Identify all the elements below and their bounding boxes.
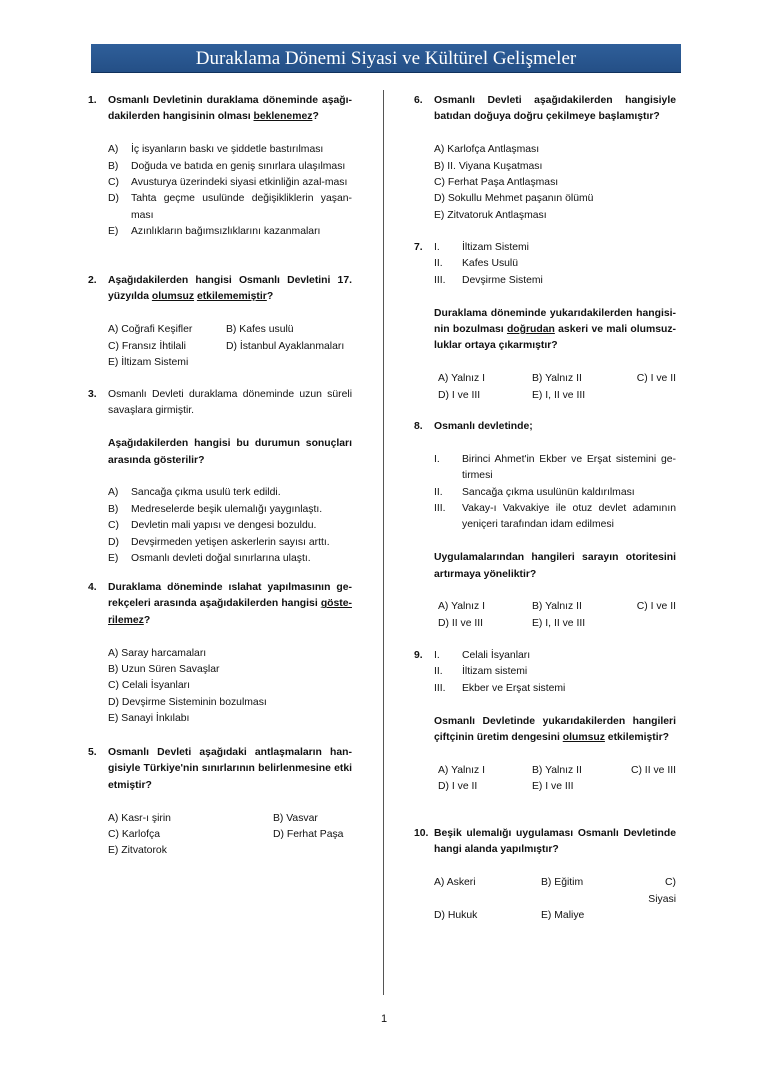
question-1	[88, 93, 352, 241]
option-b[interactable]: B) Eğitim	[541, 877, 584, 889]
question-text: Uygulamalarından hangileri sarayın otoritesini artırmaya yöneliktir?	[434, 552, 676, 580]
option-e[interactable]: E) Azınlıkların bağımsızlıklarını kazanmaları	[108, 226, 321, 238]
option-e[interactable]: E) Zitvatorok	[108, 845, 167, 857]
question-4	[88, 580, 352, 728]
option-e[interactable]: E) Zitvatoruk Antlaşması	[434, 209, 547, 221]
option-e[interactable]: E) I ve III	[532, 781, 574, 793]
option-b[interactable]: B) Vasvar	[273, 812, 318, 824]
option-c[interactable]: C) Devletin mali yapısı ve dengesi bozuldu.	[108, 520, 317, 532]
statement-i: I. Celali İsyanları	[434, 650, 531, 661]
options-grid	[434, 371, 676, 404]
option-d[interactable]: D) I ve III	[438, 389, 481, 401]
option-b[interactable]: B) Yalnız II	[532, 764, 582, 776]
question-3	[88, 387, 352, 567]
statement-ii: II. İltizam sistemi	[434, 666, 528, 678]
option-c[interactable]: C) Celali İsyanları	[108, 680, 190, 692]
question-text: Osmanlı Devleti aşağıdaki antlaşmaların han-gisiyle Türkiye'nin sınırlarının belirlenmesine etki etmiştir?	[108, 747, 352, 791]
column-divider	[383, 90, 384, 995]
question-5	[88, 745, 352, 860]
question-stem: Osmanlı Devleti duraklama döneminde uzun süreli savaşlara girmiştir.	[108, 389, 352, 417]
question-text: Duraklama döneminde yukarıdakilerden hangisi-nin bozulması doğrudan askeri ve mali olumsuz-luklar ortaya çıkarmıştır?	[434, 307, 676, 352]
option-d[interactable]: D) Sokullu Mehmet paşanın ölümü	[434, 193, 594, 205]
question-text: Osmanlı Devletinde yukarıdakilerden hangileri çiftçinin üretim dengesini olumsuz etkilemiştir?	[434, 715, 676, 744]
option-e[interactable]: E) I, II ve III	[532, 389, 586, 401]
option-b[interactable]: B) Uzun Süren Savaşlar	[108, 664, 220, 676]
question-number: 3.	[88, 389, 97, 400]
option-b[interactable]: B) Yalnız II	[532, 373, 582, 385]
question-2	[88, 273, 352, 371]
question-7	[414, 240, 676, 404]
statement-iii: III. Ekber ve Erşat sistemi	[434, 682, 566, 694]
option-c[interactable]: C) I ve II	[636, 373, 676, 385]
option-a[interactable]: A) Karlofça Antlaşması	[434, 144, 540, 156]
option-c[interactable]: C) Avusturya üzerindeki siyasi etkinliğin azal-ması	[108, 177, 348, 189]
option-c[interactable]: C) Fransız İhtilali	[108, 340, 186, 352]
option-d[interactable]: D) Hukuk	[434, 910, 478, 922]
question-text: Aşağıdakilerden hangisi Osmanlı Devletini 17. yüzyılda olumsuz etkilememiştir?	[108, 275, 352, 303]
question-number: 5.	[88, 747, 97, 758]
options-grid	[434, 763, 676, 796]
statement-ii: II. Kafes Usulü	[434, 258, 519, 270]
statement-i: I. Birinci Ahmet'in Ekber ve Erşat sistemini ge-tirmesi	[434, 453, 676, 482]
question-text: Duraklama döneminde ıslahat yapılmasının ge-rekçeleri arasında aşağıdakilerden hangisi göste-rilemez?	[108, 582, 352, 626]
statement-i: I. İltizam Sistemi	[434, 242, 529, 253]
option-e[interactable]: E) I, II ve III	[532, 617, 586, 629]
option-a[interactable]: A) Sancağa çıkma usulü terk edildi.	[108, 487, 281, 499]
question-9	[414, 648, 676, 796]
option-d[interactable]: D) Devşirmeden yetişen askerlerin sayısı arttı.	[108, 536, 330, 548]
question-number: 10.	[414, 828, 429, 839]
option-c[interactable]: C) Karlofça	[108, 829, 160, 841]
option-e[interactable]: E) Maliye	[541, 910, 585, 922]
option-d[interactable]: D) İstanbul Ayaklanmaları	[226, 340, 345, 352]
question-6	[414, 93, 676, 224]
option-c[interactable]: C) Ferhat Paşa Antlaşması	[434, 177, 559, 189]
option-d[interactable]: D) Ferhat Paşa	[273, 829, 344, 841]
option-e[interactable]: E) Sanayi İnkılabı	[108, 713, 190, 725]
option-a[interactable]: A) İç isyanların baskı ve şiddetle bastırılması	[108, 144, 324, 156]
question-text: Beşik ulemalığı uygulaması Osmanlı Devletinde hangi alanda yapılmıştır?	[434, 828, 676, 856]
options-grid	[108, 811, 352, 860]
option-a[interactable]: A) Askeri	[434, 877, 476, 889]
option-b[interactable]: B) II. Viyana Kuşatması	[434, 160, 543, 172]
statement-iii: III. Vakay-ı Vakvakiye ile otuz devlet adamının yeniçeri tarafından idam edilmesi	[434, 503, 676, 531]
question-8	[414, 419, 676, 632]
option-a[interactable]: A) Kasr-ı şirin	[108, 812, 171, 824]
option-a[interactable]: A) Saray harcamaları	[108, 647, 207, 659]
option-d[interactable]: D) I ve II	[438, 781, 478, 793]
question-number: 9.	[414, 650, 423, 661]
question-number: 7.	[414, 242, 423, 253]
option-b[interactable]: B) Medreselerde beşik ulemalığı yaygınlaştı.	[108, 503, 323, 515]
question-number: 1.	[88, 95, 97, 106]
option-d[interactable]: D) Tahta geçme usulünde değişikliklerin yaşan-ması	[108, 193, 352, 221]
statement-iii: III. Devşirme Sistemi	[434, 274, 543, 286]
question-stem: Osmanlı devletinde;	[434, 421, 533, 432]
option-e[interactable]: E) İltizam Sistemi	[108, 357, 189, 369]
question-text: Osmanlı Devleti aşağıdakilerden hangisiyle batıdan doğuya doğru çekilmeye başlamıştır?	[434, 95, 676, 123]
option-c[interactable]: C) II ve III	[630, 764, 676, 776]
question-number: 4.	[88, 582, 97, 593]
question-number: 8.	[414, 421, 423, 432]
page-title: Duraklama Dönemi Siyasi ve Kültürel Gelişmeler	[195, 48, 577, 69]
option-a[interactable]: A) Yalnız I	[438, 601, 485, 613]
option-c[interactable]: C) I ve II	[636, 601, 676, 613]
option-b[interactable]: B) Yalnız II	[532, 601, 582, 613]
option-c[interactable]: C) Siyasi	[648, 877, 676, 905]
option-b[interactable]: B) Doğuda ve batıda en geniş sınırlara ulaşılması	[108, 160, 346, 172]
question-text: Osmanlı Devletinin duraklama döneminde aşağı-dakilerden hangisinin olması beklenemez?	[108, 95, 352, 123]
question-number: 6.	[414, 95, 423, 106]
page-title-banner	[91, 44, 681, 73]
option-e[interactable]: E) Osmanlı devleti doğal sınırlarına ulaştı.	[108, 553, 311, 565]
options-grid	[108, 322, 352, 371]
option-a[interactable]: A) Yalnız I	[438, 764, 485, 776]
statement-ii: II. Sancağa çıkma usulünün kaldırılması	[434, 486, 635, 498]
option-b[interactable]: B) Kafes usulü	[226, 324, 294, 336]
question-text: Aşağıdakilerden hangisi bu durumun sonuçları arasında gösterilir?	[108, 438, 352, 466]
options-grid	[434, 599, 676, 632]
option-a[interactable]: A) Yalnız I	[438, 373, 485, 385]
option-d[interactable]: D) Devşirme Sisteminin bozulması	[108, 696, 267, 708]
options-grid	[434, 875, 676, 924]
option-a[interactable]: A) Coğrafi Keşifler	[108, 324, 193, 336]
option-d[interactable]: D) II ve III	[438, 617, 484, 629]
page-number: 1	[380, 1013, 388, 1025]
question-10	[414, 826, 676, 924]
question-number: 2.	[88, 275, 97, 286]
